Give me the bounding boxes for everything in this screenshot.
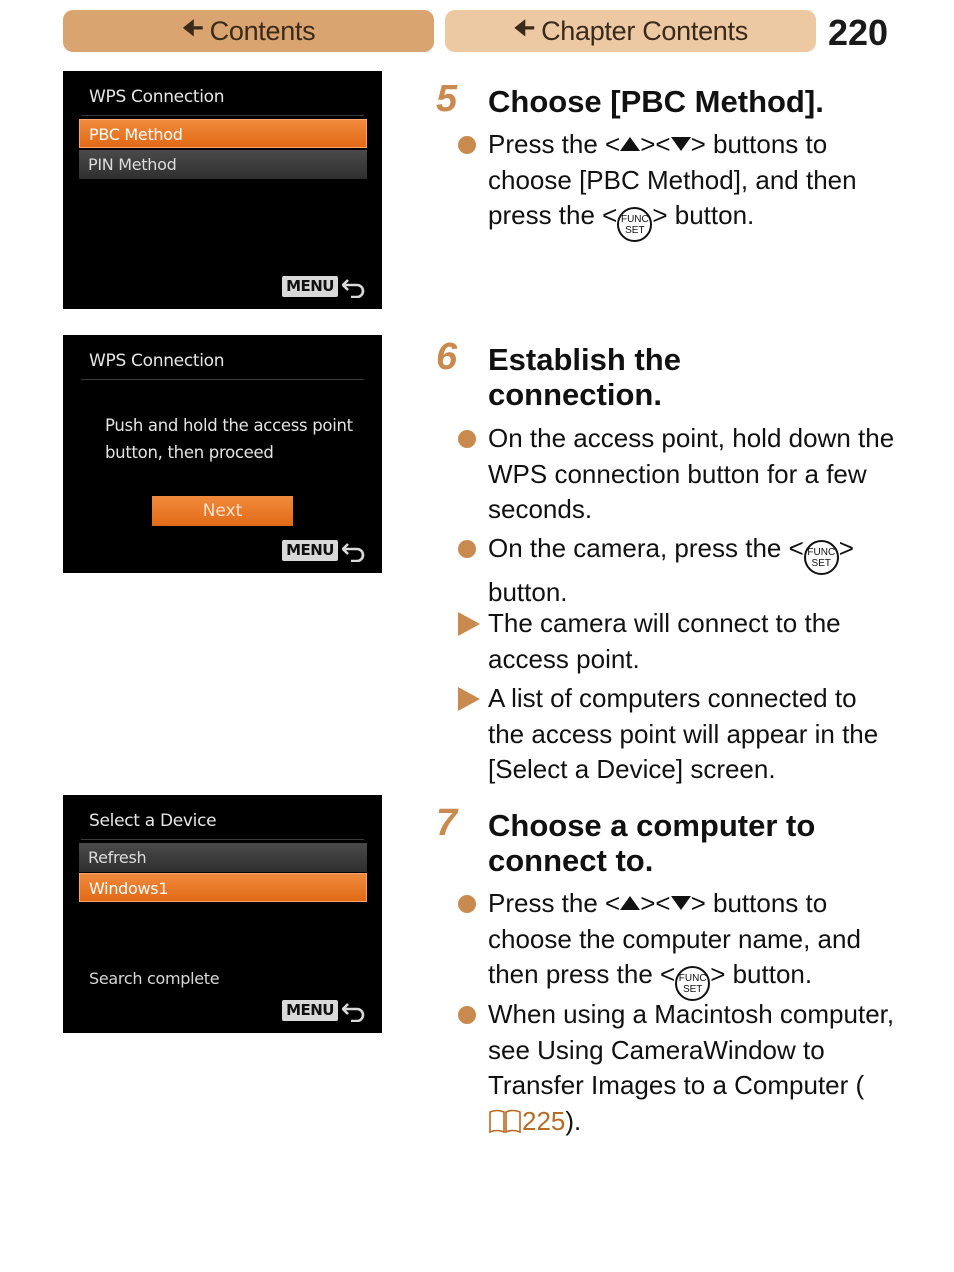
step-instruction: On the access point, hold down the WPS connection button for a few seconds. [488, 423, 895, 524]
step-title-line-2: connect to. [488, 843, 654, 878]
book-reference-icon [488, 1108, 522, 1134]
menu-key-icon: MENU [282, 276, 338, 297]
text-segment: Press the < [488, 888, 621, 918]
down-arrow-icon [671, 896, 691, 910]
bullet-dot-icon [458, 430, 476, 448]
step-title-line-2: connection. [488, 377, 662, 412]
camera-screen-select-device [63, 795, 382, 1033]
step-instruction [488, 997, 898, 1139]
text-segment: > buttons to choose the computer name, and then press the < [488, 888, 861, 989]
set-label: SET [811, 558, 831, 569]
contents-label: Contents [209, 15, 316, 46]
step-instruction [488, 531, 898, 611]
text-segment: >< [640, 129, 671, 159]
page-reference-link[interactable]: 225 [522, 1105, 566, 1136]
divider [81, 839, 364, 840]
back-arrow-icon [342, 276, 366, 298]
bullet-dot-icon [458, 1006, 476, 1024]
text-segment: Press the < [488, 129, 621, 159]
set-label: SET [625, 225, 645, 236]
arrow-left-icon: 🠈 [513, 14, 536, 42]
option-pin-method: PIN Method [79, 150, 367, 179]
step-title: Choose [PBC Method]. [488, 84, 824, 119]
page-number: 220 [828, 12, 889, 53]
up-arrow-icon [620, 137, 640, 151]
back-arrow-icon [342, 1000, 366, 1022]
text-segment: > button. [488, 533, 854, 607]
option-pbc-method: PBC Method [79, 119, 367, 148]
chapter-contents-button[interactable] [445, 10, 816, 52]
func-label: FUNC [807, 547, 836, 558]
step-title-line-1: Choose a computer to [488, 808, 816, 843]
text-segment: > buttons to choose [PBC Method], and then press the < [488, 129, 857, 230]
instruction-line-2: button, then proceed [105, 443, 274, 462]
step-result: The camera will connect to the access point. [488, 608, 841, 674]
text-segment: ). [565, 1105, 582, 1136]
func-label: FUNC [620, 214, 649, 225]
divider [81, 379, 364, 380]
set-label: SET [682, 984, 703, 995]
instruction-line-1: Push and hold the access point [105, 416, 353, 435]
bullet-dot-icon [458, 895, 476, 913]
next-button: Next [152, 496, 293, 526]
func-label: FUNC [678, 973, 707, 984]
divider [81, 115, 364, 116]
func-set-icon [617, 207, 652, 242]
arrow-left-icon: 🠈 [181, 14, 204, 42]
step-title-line-1: Establish the [488, 342, 681, 377]
chapter-contents-label: Chapter Contents [541, 15, 748, 46]
down-arrow-icon [671, 137, 691, 151]
func-set-icon [804, 540, 839, 575]
up-arrow-icon [620, 896, 640, 910]
step-instruction [488, 127, 898, 242]
bullet-dot-icon [458, 540, 476, 558]
screen-title: WPS Connection [89, 351, 225, 371]
back-arrow-icon [342, 540, 366, 562]
bullet-dot-icon [458, 136, 476, 154]
menu-key-icon: MENU [282, 1000, 338, 1021]
text-segment: >< [640, 888, 671, 918]
option-windows1: Windows1 [79, 873, 367, 902]
step-result: A list of computers connected to the access point will appear in the [Select a Device] screen. [488, 683, 879, 784]
menu-key-icon: MENU [282, 540, 338, 561]
option-refresh: Refresh [79, 843, 367, 872]
camera-screen-wps-method [63, 71, 382, 309]
screen-title: Select a Device [89, 811, 217, 831]
contents-button[interactable] [63, 10, 434, 52]
func-set-icon [675, 966, 710, 1001]
step-number: 7 [436, 802, 458, 844]
result-arrow-icon [458, 687, 480, 711]
text-segment: > button. [652, 200, 755, 230]
step-instruction [488, 886, 898, 1001]
text-segment: On the camera, press the < [488, 533, 804, 563]
search-status: Search complete [89, 969, 220, 988]
screen-title: WPS Connection [89, 87, 225, 107]
step-number: 5 [436, 78, 458, 120]
step-number: 6 [436, 336, 458, 378]
result-arrow-icon [458, 612, 480, 636]
text-segment: When using a Macintosh computer, see Using CameraWindow to Transfer Images to a Computer ( [488, 999, 895, 1100]
camera-screen-wps-push [63, 335, 382, 573]
text-segment: > button. [710, 959, 813, 989]
